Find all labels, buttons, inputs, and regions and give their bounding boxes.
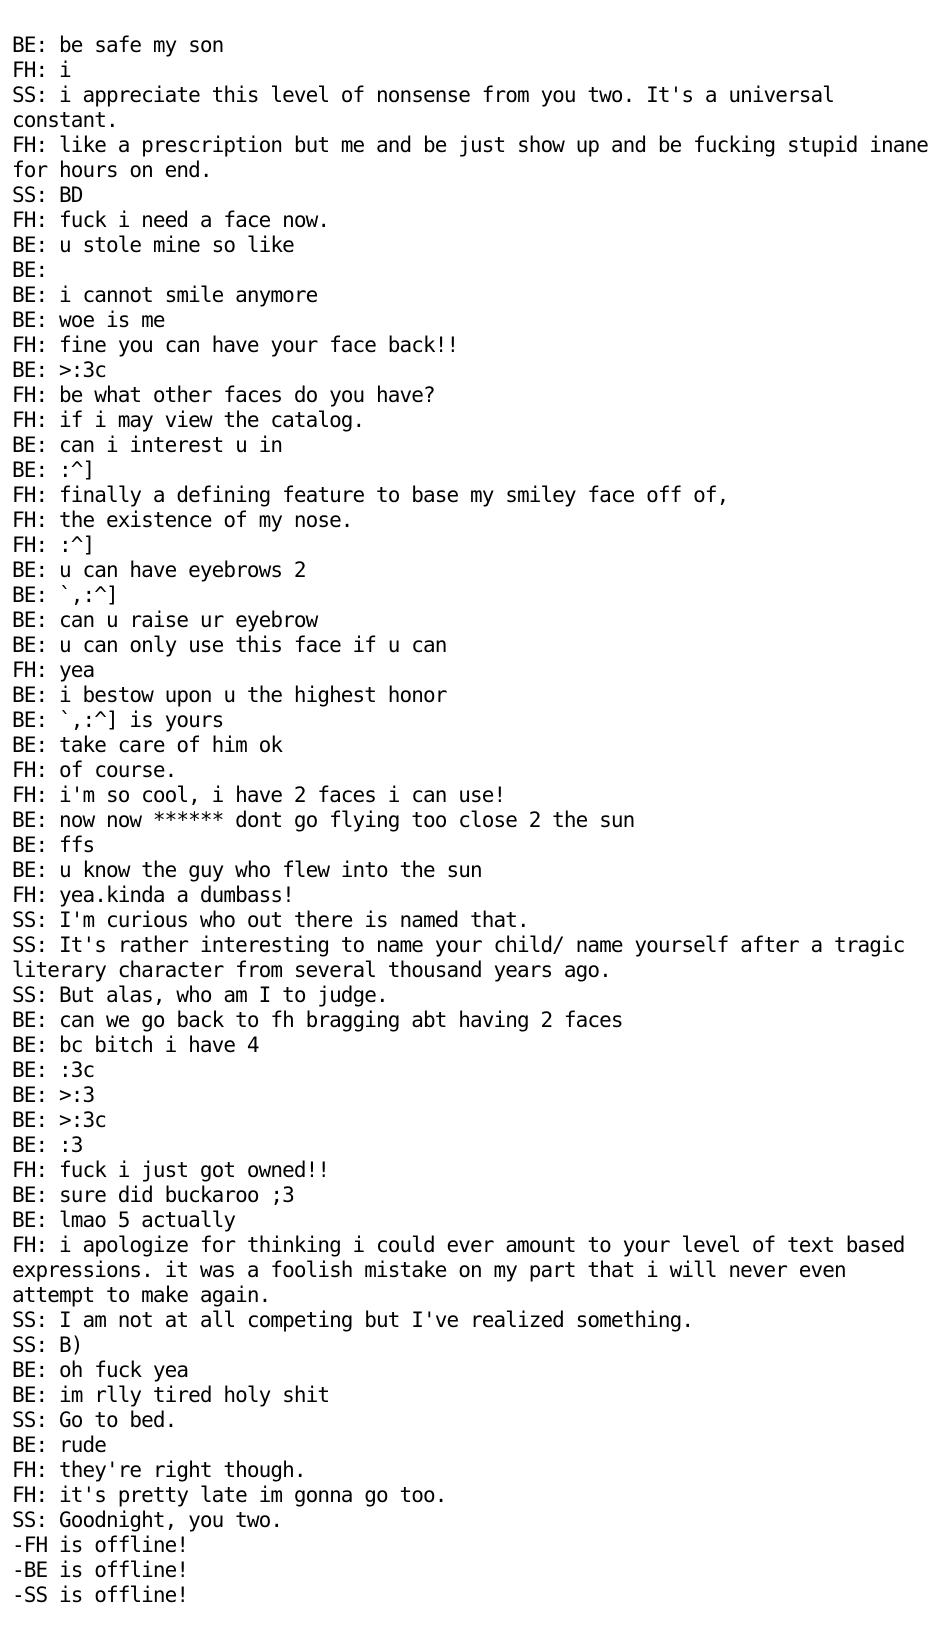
chat-line: SS: Goodnight, you two. <box>12 1508 283 1532</box>
chat-line: FH: fine you can have your face back!! <box>12 333 459 357</box>
chat-line: BE: im rlly tired holy shit <box>12 1383 330 1407</box>
chat-line: BE: take care of him ok <box>12 733 283 757</box>
chat-line: BE: <box>12 258 48 282</box>
chat-line: BE: >:3c <box>12 1108 106 1132</box>
chat-line: -SS is offline! <box>12 1583 189 1607</box>
chat-line: BE: can i interest u in <box>12 433 283 457</box>
chat-line: BE: can we go back to fh bragging abt having 2 faces <box>12 1008 623 1032</box>
chat-line: FH: yea.kinda a dumbass! <box>12 883 294 907</box>
chat-log <box>12 33 940 1608</box>
chat-line: BE: sure did buckaroo ;3 <box>12 1183 294 1207</box>
chat-line: BE: :^] <box>12 458 95 482</box>
chat-line: BE: :3 <box>12 1133 83 1157</box>
chat-line: BE: can u raise ur eyebrow <box>12 608 318 632</box>
chat-line: FH: like a prescription but me and be just show up and be fucking stupid inane for hours on end. <box>12 133 940 182</box>
chat-line: -BE is offline! <box>12 1558 189 1582</box>
chat-line: BE: rude <box>12 1433 106 1457</box>
chat-line: FH: i'm so cool, i have 2 faces i can use! <box>12 783 506 807</box>
chat-line: SS: I'm curious who out there is named that. <box>12 908 529 932</box>
chat-line: BE: be safe my son <box>12 33 224 57</box>
chat-line: -FH is offline! <box>12 1533 189 1557</box>
chat-line: BE: lmao 5 actually <box>12 1208 236 1232</box>
chat-line: BE: `,:^] is yours <box>12 708 224 732</box>
chat-line: SS: I am not at all competing but I've realized something. <box>12 1308 694 1332</box>
chat-line: FH: :^] <box>12 533 95 557</box>
chat-line: FH: be what other faces do you have? <box>12 383 435 407</box>
chat-line: SS: B) <box>12 1333 83 1357</box>
chat-line: BE: u can only use this face if u can <box>12 633 447 657</box>
chat-line: FH: it's pretty late im gonna go too. <box>12 1483 447 1507</box>
chat-line: FH: i apologize for thinking i could ever amount to your level of text based expressions. it was a foolish mistake on my part that i will never even attempt to make again. <box>12 1233 917 1307</box>
chat-line: BE: i bestow upon u the highest honor <box>12 683 447 707</box>
chat-line: BE: u stole mine so like <box>12 233 294 257</box>
chat-line: FH: i <box>12 58 71 82</box>
chat-line: BE: >:3c <box>12 358 106 382</box>
chat-line: BE: woe is me <box>12 308 165 332</box>
chat-line: FH: the existence of my nose. <box>12 508 353 532</box>
chat-line: FH: fuck i need a face now. <box>12 208 330 232</box>
chat-line: FH: if i may view the catalog. <box>12 408 365 432</box>
chat-line: SS: i appreciate this level of nonsense from you two. It's a universal constant. <box>12 83 846 132</box>
chat-line: BE: ffs <box>12 833 95 857</box>
chat-line: BE: now now ****** dont go flying too close 2 the sun <box>12 808 635 832</box>
chat-line: BE: u can have eyebrows 2 <box>12 558 306 582</box>
chat-line: FH: they're right though. <box>12 1458 306 1482</box>
chat-line: FH: yea <box>12 658 95 682</box>
chat-line: BE: `,:^] <box>12 583 118 607</box>
chat-line: BE: i cannot smile anymore <box>12 283 318 307</box>
chat-line: SS: Go to bed. <box>12 1408 177 1432</box>
chat-line: SS: It's rather interesting to name your child/ name yourself after a tragic literary character from several thousand years ago. <box>12 933 917 982</box>
chat-line: BE: :3c <box>12 1058 95 1082</box>
chat-line: SS: But alas, who am I to judge. <box>12 983 388 1007</box>
chat-line: BE: bc bitch i have 4 <box>12 1033 259 1057</box>
chat-line: FH: finally a defining feature to base my smiley face off of, <box>12 483 729 507</box>
chat-line: BE: >:3 <box>12 1083 95 1107</box>
chat-line: FH: fuck i just got owned!! <box>12 1158 330 1182</box>
chat-line: BE: oh fuck yea <box>12 1358 189 1382</box>
chat-line: BE: u know the guy who flew into the sun <box>12 858 482 882</box>
chat-line: FH: of course. <box>12 758 177 782</box>
chat-line: SS: BD <box>12 183 83 207</box>
